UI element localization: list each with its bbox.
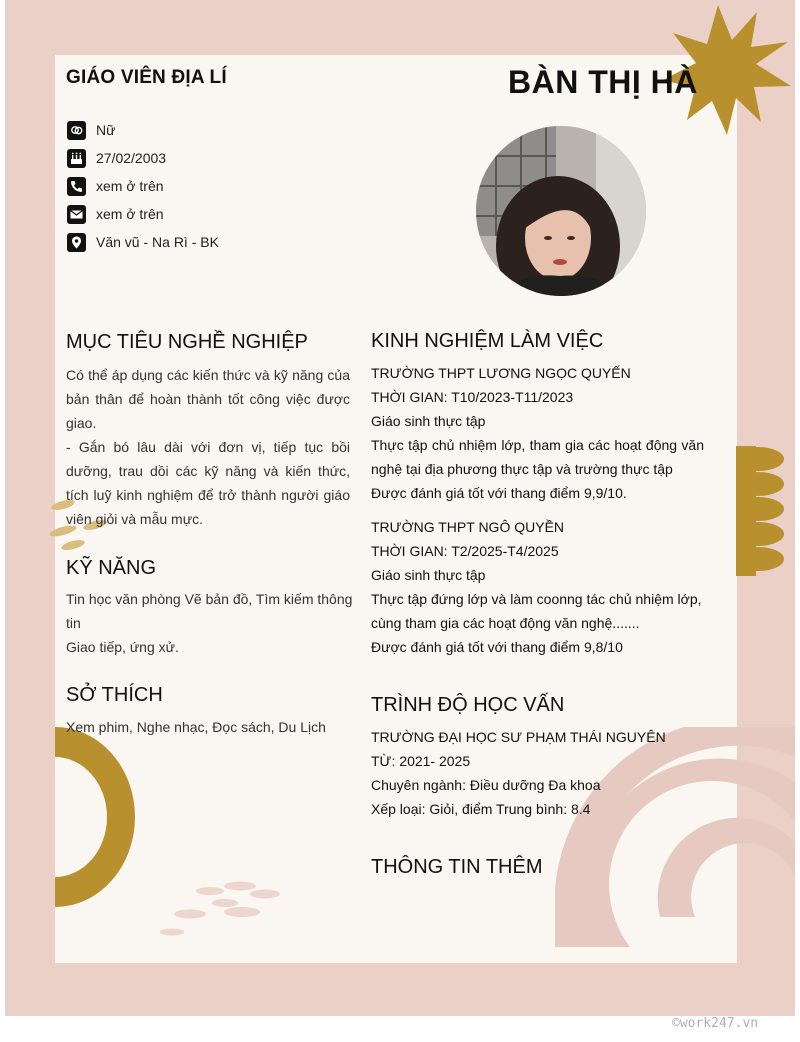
hobbies-text: Xem phim, Nghe nhạc, Đọc sách, Du Lịch [66, 719, 326, 735]
objective-text: Có thể áp dụng các kiến thức và kỹ năng của bản thân để hoàn thành tốt công việc được giao. - Gắn bó lâu dài với đơn vị, tiếp tục bồi dưỡng, trau dồi các kỹ năng và kiến thức, tích luỹ kinh nghiệm để trở thành người giáo viên giỏi và mẫu mực. [66, 367, 350, 527]
more-info-heading: THÔNG TIN THÊM [371, 856, 543, 878]
experience-heading: KINH NGHIỆM LÀM VIỆC [371, 330, 604, 352]
skills-heading: KỸ NĂNG [66, 557, 157, 579]
education-school: TRƯỜNG ĐẠI HỌC SƯ PHẠM THÁI NGUYÊN [371, 729, 666, 745]
experience-school: TRƯỜNG THPT LƯƠNG NGỌC QUYẾN [371, 365, 631, 381]
contact-item-gender [67, 116, 219, 144]
contact-gender: Nữ [96, 122, 116, 138]
experience-role: Giáo sinh thực tập [371, 567, 486, 583]
skills-text: Tin học văn phòng Vẽ bản đồ, Tìm kiếm thông tin Giao tiếp, ứng xử. [66, 591, 353, 655]
experience-time: THỜI GIAN: T2/2025-T4/2025 [371, 543, 559, 559]
contact-item-birthday [67, 144, 219, 172]
experience-description: Thực tập chủ nhiệm lớp, tham gia các hoạt động văn nghệ tại địa phương thực tập và trường thực tập [371, 437, 704, 477]
location-icon [67, 233, 86, 252]
experience-result: Được đánh giá tốt với thang điểm 9,8/10 [371, 639, 623, 655]
candidate-name: BÀN THỊ HÀ [508, 64, 698, 100]
experience-description: Thực tập đứng lớp và làm coonng tác chủ nhiệm lớp, cùng tham gia các hoạt động văn nghệ....... [371, 591, 702, 631]
education-major: Chuyên ngành: Điều dưỡng Đa khoa [371, 777, 601, 793]
contact-email: xem ở trên [96, 206, 164, 222]
experience-school: TRƯỜNG THPT NGÔ QUYỀN [371, 519, 565, 535]
contact-item-email [67, 200, 219, 228]
watermark: ©work247.vn [672, 1016, 759, 1031]
experience-result: Được đánh giá tốt với thang điểm 9,9/10. [371, 485, 627, 501]
education-grade: Xếp loại: Giỏi, điểm Trung bình: 8.4 [371, 801, 591, 817]
experience-item [371, 361, 704, 505]
contact-item-phone [67, 172, 219, 200]
profile-photo [476, 126, 646, 296]
email-icon [67, 205, 86, 224]
experience-item [371, 515, 704, 659]
contact-birthday: 27/02/2003 [96, 150, 167, 166]
education-heading: TRÌNH ĐỘ HỌC VẤN [371, 694, 565, 716]
hobbies-heading: SỞ THÍCH [66, 684, 163, 706]
decor-pink-dashes [150, 876, 290, 938]
phone-icon [67, 177, 86, 196]
education-item [371, 725, 704, 821]
decor-gold-half-circle [55, 727, 140, 912]
contact-phone: xem ở trên [96, 178, 164, 194]
education-years: TỪ: 2021- 2025 [371, 753, 471, 769]
experience-time: THỜI GIAN: T10/2023-T11/2023 [371, 389, 574, 405]
gender-icon [67, 121, 86, 140]
objective-heading: MỤC TIÊU NGHỀ NGHIỆP [66, 331, 308, 353]
birthday-cake-icon [67, 149, 86, 168]
contact-item-address [67, 228, 219, 256]
resume-page [5, 0, 795, 1016]
experience-role: Giáo sinh thực tập [371, 413, 486, 429]
job-title: GIÁO VIÊN ĐỊA LÍ [66, 67, 227, 88]
contact-list [67, 116, 219, 256]
contact-address: Văn vũ - Na Rì - BK [96, 234, 219, 250]
decor-gold-scallop [736, 446, 795, 576]
